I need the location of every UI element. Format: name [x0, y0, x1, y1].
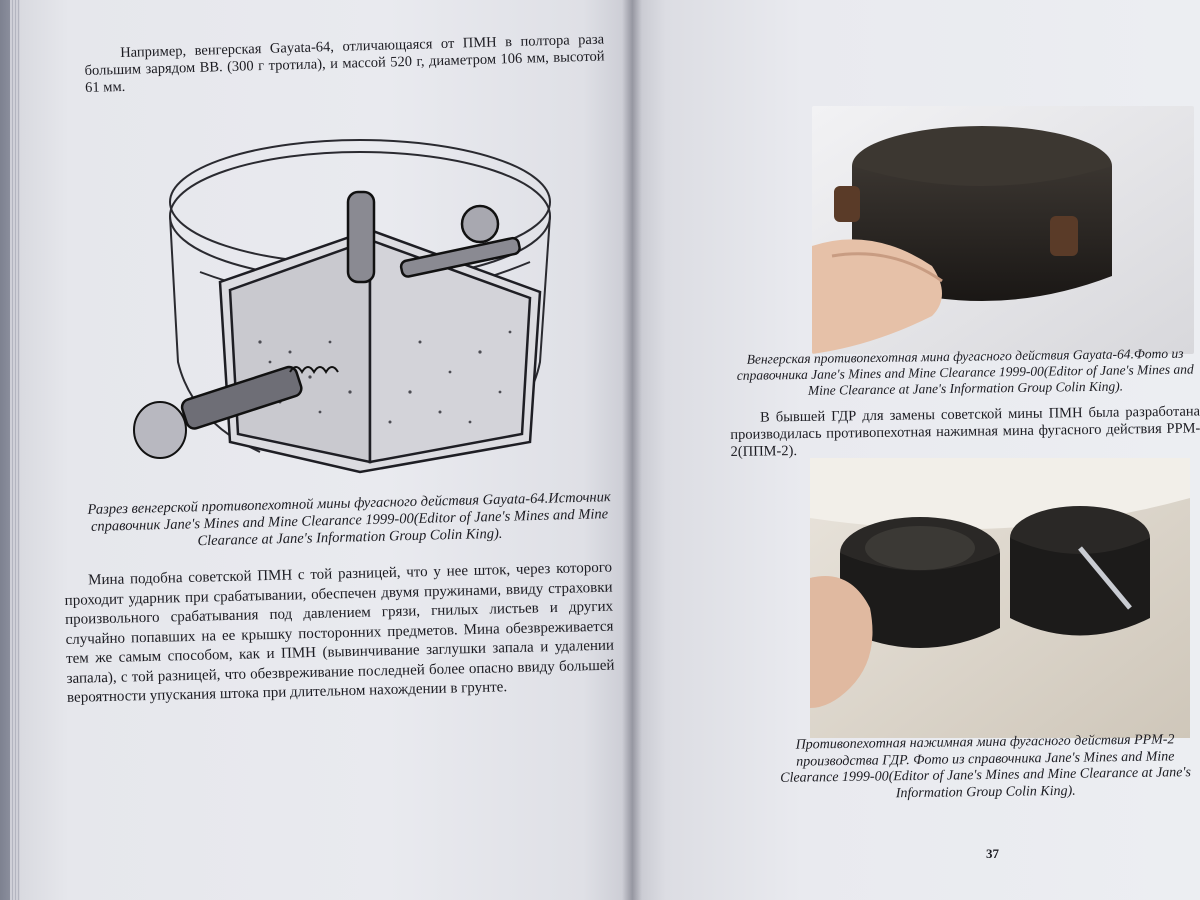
page-number: 37 [986, 846, 999, 861]
book-gutter [622, 0, 642, 900]
photo1-caption: Венгерская противопехотная мина фугасного действия Gayata-64.Фото из справочника Jane's Mines and Mine Clearance 1999-00(Editor of Jane's Mines and Mine Clearance at Jane's Information Group Colin King). [736, 345, 1194, 398]
intro-paragraph: Например, венгерская Gayata-64, отличающаяся от ПМН в полтора раза большим зарядом ВВ. (300 г тротила), и массой 520 г, диаметром 106 мм, высотой 61 мм. [84, 31, 605, 97]
gayata-64-photo [812, 106, 1194, 354]
ppm-2-photo [810, 458, 1190, 738]
mine-cutaway-drawing [120, 112, 590, 500]
body-paragraph-right: В бывшей ГДР для замены советской мины ПМН была разработана производилась противопехотная нажимная мина фугасного действия PPM-2(ППМ-2). [730, 403, 1200, 461]
photo2-caption: Противопехотная нажимная мина фугасного действия PPM-2 производства ГДР. Фото из справочника Jane's Mines and Mine Clearance 1999-00(Editor of Jane's Mines and Mine Clearance at Jane's Information Group Colin King). [780, 732, 1192, 801]
body-paragraph-left: Мина подобна советской ПМН с той разницей, что у нее шток, через которого проходит ударник при срабатывании, обеспечен двумя пружинами, ввиду страховки произвольного срабатывания под давлением грязи, гнилых листьев и других случайно попавших на ее крышку посторонних предметов. Мина обезвреживается тем же самым способом, как и ПМН (вывинчивание заглушки запала и удалении запала), с той разницей, что обезвреживание последней более опасно ввиду большей вероятности упускания штока при длительном нахождении в грунте. [64, 559, 615, 706]
figure-caption-left: Разрез венгерской противопехотной мины фугасного действия Gayata-64.Источник справочник Jane's Mines and Mine Clearance 1999-00(Editor of Jane's Mines and Mine Clearance at Jane's Information Group Colin King). [87, 489, 611, 550]
